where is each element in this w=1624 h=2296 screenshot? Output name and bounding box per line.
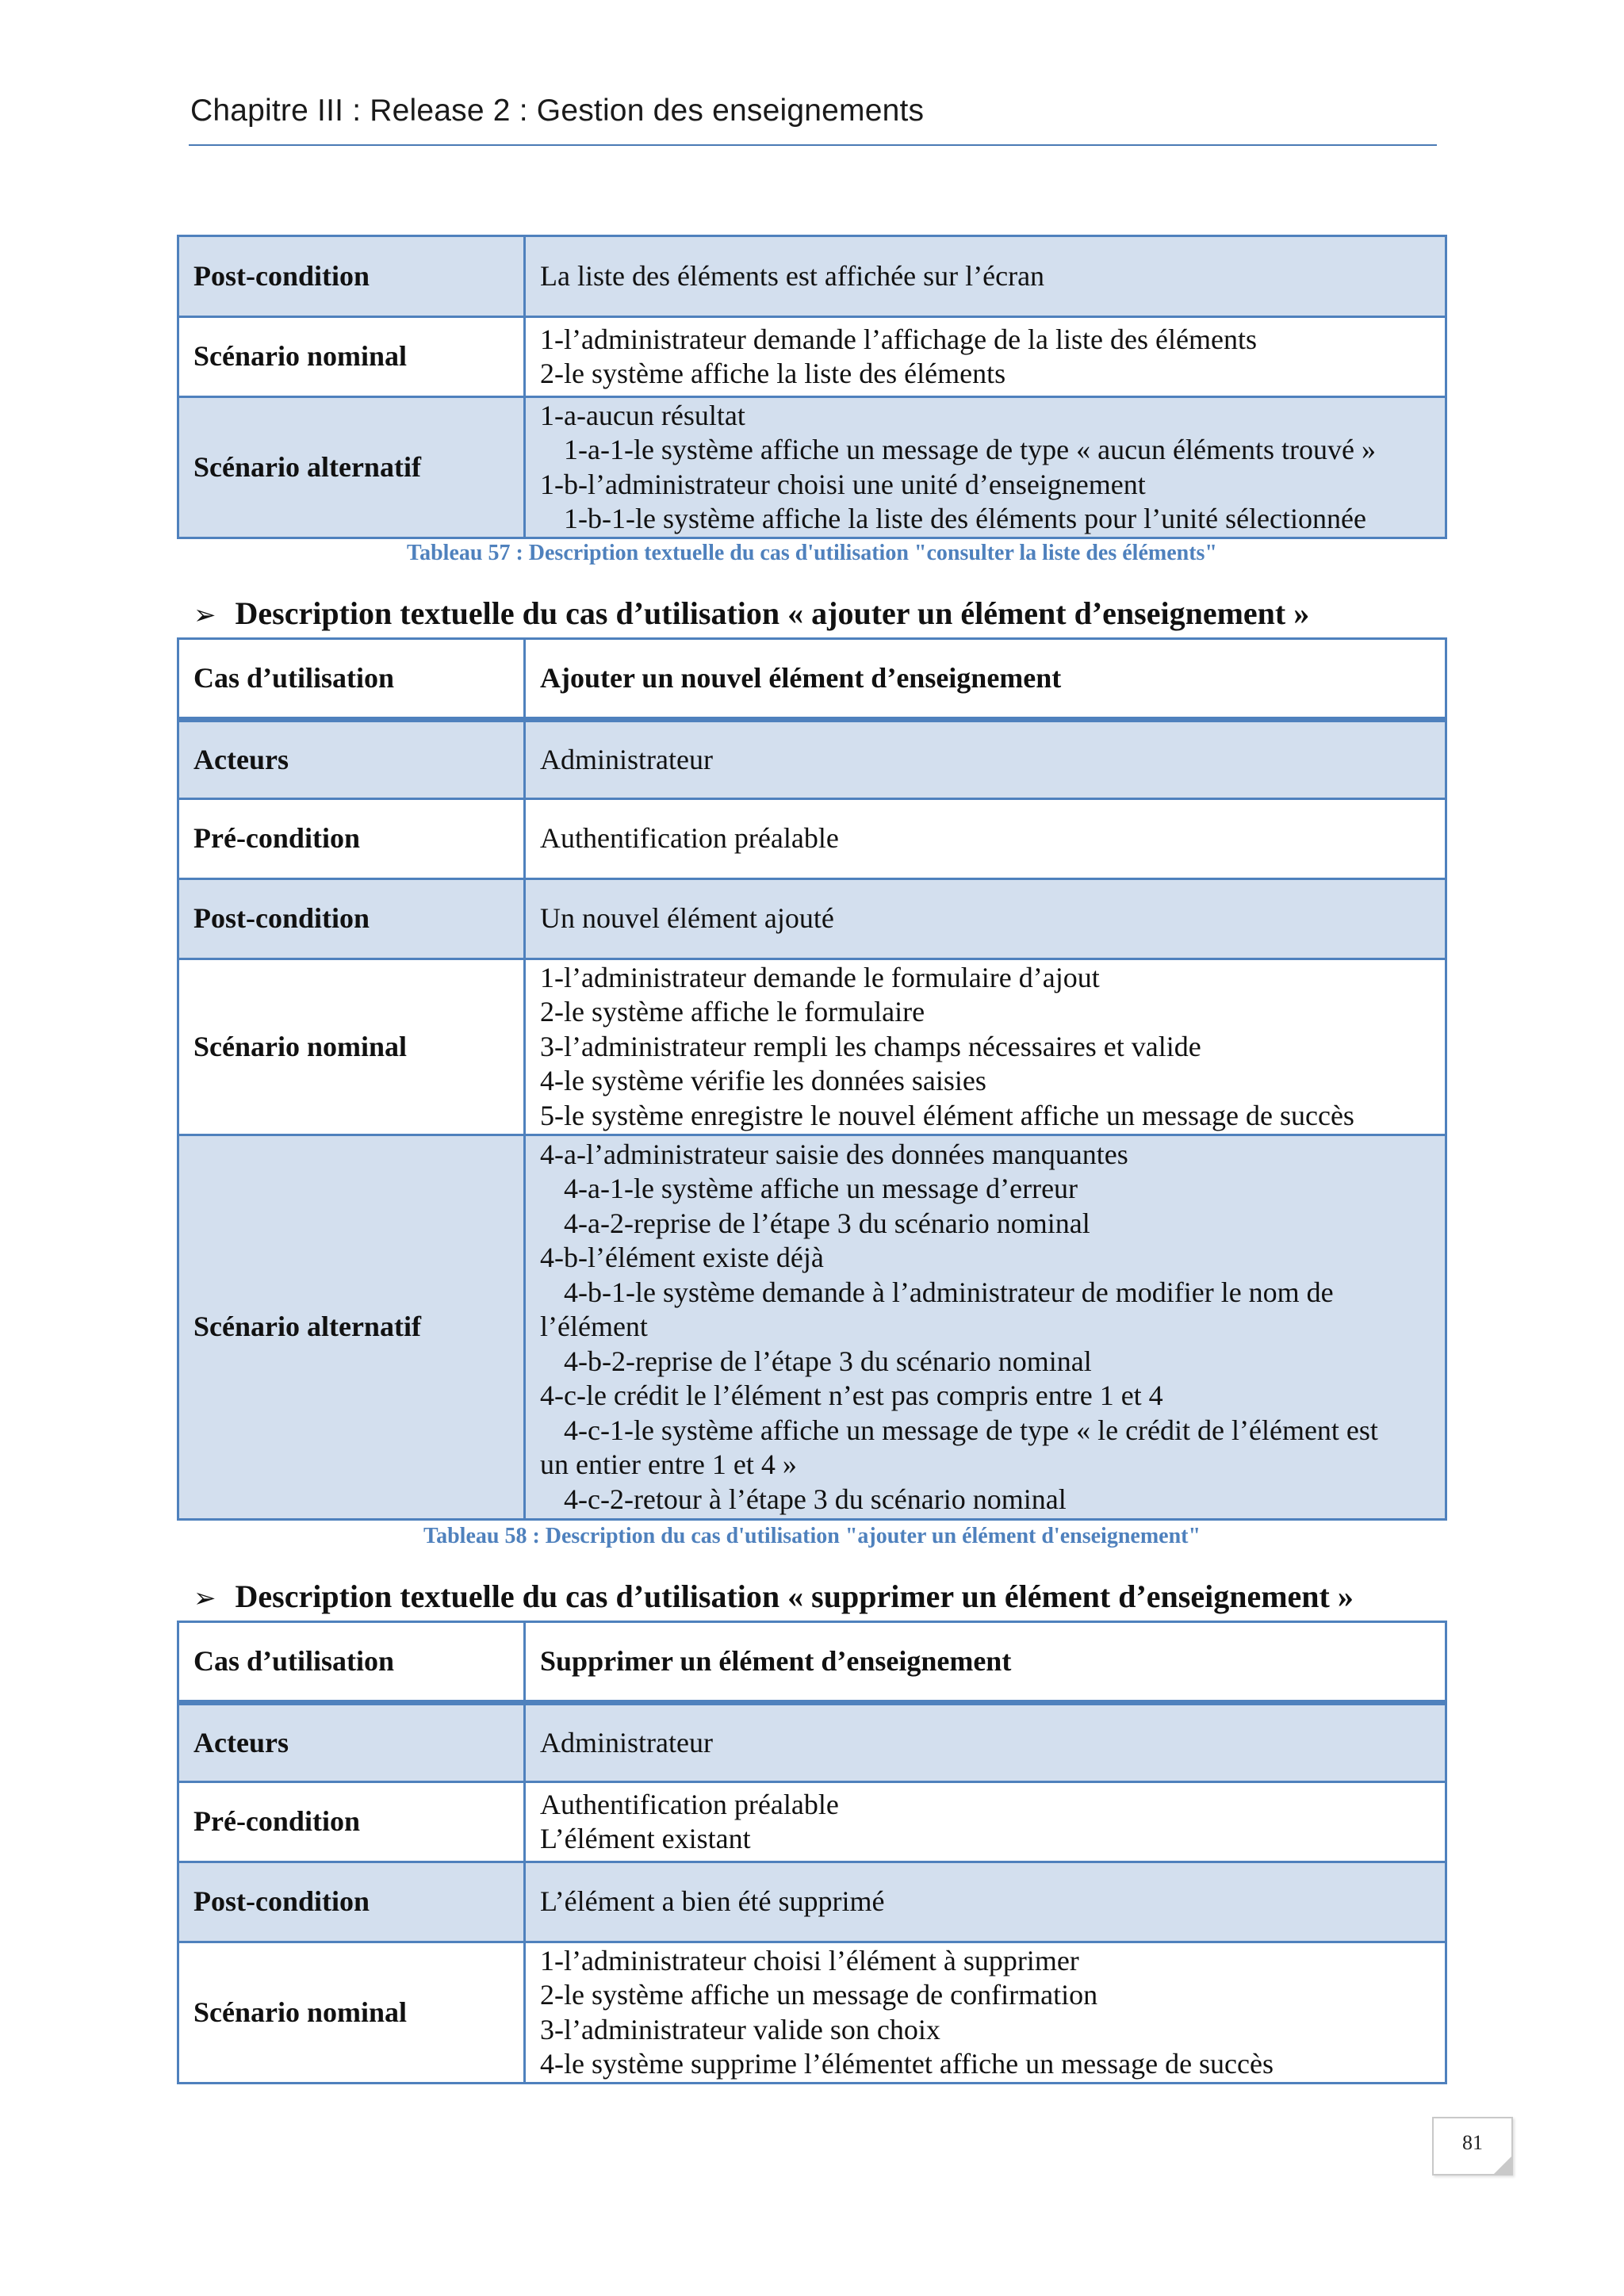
page-number: 81	[1432, 2117, 1513, 2175]
table-row	[178, 1135, 1446, 1520]
table-57	[177, 235, 1447, 539]
table-58	[177, 637, 1447, 1521]
section-heading-supprimer: ➢ Description textuelle du cas d’utilisation « supprimer un élément d’enseignement »	[193, 1578, 1354, 1614]
row-value: 1-l’administrateur demande l’affichage de la liste des éléments 2-le système affiche la liste des éléments	[525, 317, 1446, 397]
row-value: Administrateur	[525, 720, 1446, 799]
row-value: La liste des éléments est affichée sur l’écran	[525, 236, 1446, 317]
row-key-post-condition: Post-condition	[178, 236, 525, 317]
table-row	[178, 879, 1446, 959]
table-57-caption: Tableau 57 : Description textuelle du cas d'utilisation "consulter la liste des éléments"	[407, 541, 1217, 565]
row-value: 1-l’administrateur choisi l’élément à supprimer 2-le système affiche un message de confirmation 3-l’administrateur valide son choix 4-le système supprime l’élémentet affiche un message de succès	[525, 1942, 1446, 2084]
table-row	[178, 1862, 1446, 1942]
row-key-pre-condition: Pré-condition	[178, 799, 525, 879]
section-heading-ajouter: ➢ Description textuelle du cas d’utilisation « ajouter un élément d’enseignement »	[193, 595, 1310, 631]
row-key-scenario-nominal: Scénario nominal	[178, 1942, 525, 2084]
table-59	[177, 1621, 1447, 2084]
table-row	[178, 799, 1446, 879]
page-header-title: Chapitre III : Release 2 : Gestion des enseignements	[190, 94, 925, 128]
table-row	[178, 317, 1446, 397]
table-header-row	[178, 1622, 1446, 1703]
row-value: 1-a-aucun résultat 1-a-1-le système affiche un message de type « aucun éléments trouvé » 1-b-l’administrateur choisi une unité d’enseignement 1-b-1-le système affiche la liste des éléments pour l’unité sélectionnée	[525, 397, 1446, 538]
page-fold-icon	[1492, 2155, 1513, 2175]
row-key-post-condition: Post-condition	[178, 1862, 525, 1942]
table-row	[178, 397, 1446, 538]
row-key-post-condition: Post-condition	[178, 879, 525, 959]
arrow-bullet-icon: ➢	[193, 1582, 216, 1614]
table-header-row	[178, 639, 1446, 720]
row-value: Authentification préalable L’élément existant	[525, 1782, 1446, 1862]
row-key-pre-condition: Pré-condition	[178, 1782, 525, 1862]
row-key-acteurs: Acteurs	[178, 1703, 525, 1782]
table-row	[178, 1703, 1446, 1782]
header-value: Supprimer un élément d’enseignement	[525, 1622, 1446, 1703]
table-row	[178, 236, 1446, 317]
row-value: 4-a-l’administrateur saisie des données manquantes 4-a-1-le système affiche un message d’erreur 4-a-2-reprise de l’étape 3 du scénario nominal 4-b-l’élément existe déjà 4-b-1-le système demande à l’administrateur de modifier le nom de l’élément 4-b-2-reprise de l’étape 3 du scénario nominal 4-c-le crédit le l’élément n’est pas compris entre 1 et 4 4-c-1-le système affiche un message de type « le crédit de l’élément est un entier entre 1 et 4 » 4-c-2-retour à l’étape 3 du scénario nominal	[525, 1135, 1446, 1520]
table-row	[178, 720, 1446, 799]
row-value: 1-l’administrateur demande le formulaire d’ajout 2-le système affiche le formulaire 3-l’administrateur rempli les champs nécessaires et valide 4-le système vérifie les données saisies 5-le système enregistre le nouvel élément affiche un message de succès	[525, 959, 1446, 1135]
table-row	[178, 1782, 1446, 1862]
header-divider	[189, 144, 1437, 146]
table-row	[178, 1942, 1446, 2084]
row-value: L’élément a bien été supprimé	[525, 1862, 1446, 1942]
header-key-cas-utilisation: Cas d’utilisation	[178, 1622, 525, 1703]
row-key-scenario-alternatif: Scénario alternatif	[178, 1135, 525, 1520]
row-key-scenario-nominal: Scénario nominal	[178, 959, 525, 1135]
arrow-bullet-icon: ➢	[193, 599, 216, 631]
row-key-scenario-alternatif: Scénario alternatif	[178, 397, 525, 538]
table-row	[178, 959, 1446, 1135]
table-58-caption: Tableau 58 : Description du cas d'utilisation "ajouter un élément d'enseignement"	[423, 1524, 1201, 1548]
row-value: Authentification préalable	[525, 799, 1446, 879]
row-value: Administrateur	[525, 1703, 1446, 1782]
header-key-cas-utilisation: Cas d’utilisation	[178, 639, 525, 720]
header-value: Ajouter un nouvel élément d’enseignement	[525, 639, 1446, 720]
row-value: Un nouvel élément ajouté	[525, 879, 1446, 959]
row-key-acteurs: Acteurs	[178, 720, 525, 799]
row-key-scenario-nominal: Scénario nominal	[178, 317, 525, 397]
